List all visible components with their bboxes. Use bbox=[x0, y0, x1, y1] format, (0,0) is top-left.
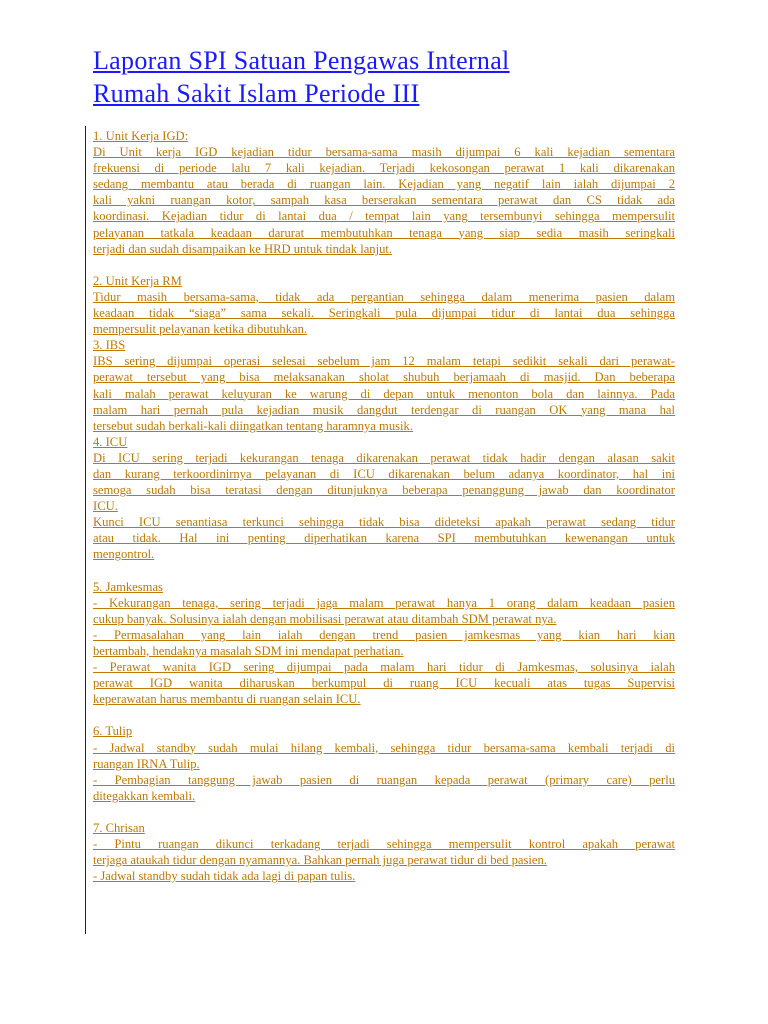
text-line[interactable]: sedang membantu atau berada di ruangan lain. Kejadian yang negatif lain ialah dijumpai 2 bbox=[93, 177, 675, 192]
text-line[interactable]: 7. Chrisan bbox=[93, 821, 145, 836]
text-line[interactable]: 1. Unit Kerja IGD: bbox=[93, 129, 189, 143]
text-line[interactable]: IBS sering dijumpai operasi selesai sebelum jam 12 malam tetapi sedikit sekali dari perawat- bbox=[93, 354, 675, 369]
title-line-1[interactable]: Laporan SPI Satuan Pengawas Internal bbox=[93, 46, 510, 75]
text-line[interactable]: malam hari pernah pula kejadian musik dangdut terdengar di ruangan OK yang mana hal bbox=[93, 402, 675, 417]
text-line[interactable]: - Pintu ruangan dikunci terkadang terjadi sehingga mempersulit kontrol apakah perawat bbox=[93, 837, 675, 852]
text-line[interactable]: 5. Jamkesmas bbox=[93, 579, 163, 594]
text-line[interactable]: Kunci ICU senantiasa terkunci sehingga tidak bisa dideteksi apakah perawat sedang tidur bbox=[93, 515, 675, 530]
text-line[interactable]: mengontrol. bbox=[93, 547, 155, 562]
text-line[interactable]: keadaan tidak “siaga” sama sekali. Seringkali pula dijumpai tidur di lantai dua sehingga bbox=[93, 306, 675, 321]
text-line[interactable]: Tidur masih bersama-sama, tidak ada pergantian sehingga dalam menerima pasien dalam bbox=[93, 289, 675, 304]
text-line[interactable]: kali malah perawat keluyuran ke warung di depan untuk menonton bola dan lainnya. Pada bbox=[93, 386, 675, 401]
report-body bbox=[93, 128, 675, 884]
text-line[interactable]: perawat tersebut yang bisa melaksanakan sholat shubuh berjamaah di masjid. Dan beberapa bbox=[93, 370, 675, 385]
text-line[interactable]: Di Unit kerja IGD kejadian tidur bersama-sama masih dijumpai 6 kali kejadian sementara bbox=[93, 145, 675, 160]
text-line[interactable]: dan kurang terkoordinirnya pelayanan di ICU dikarenakan belum adanya koordinator, hal ini bbox=[93, 466, 675, 481]
text-line[interactable]: terjadi dan sudah disampaikan ke HRD untuk tindak lanjut. bbox=[93, 241, 393, 256]
text-line[interactable]: pelayanan tatkala keadaan darurat membutuhkan tenaga yang siap sedia masih seringkali bbox=[93, 225, 675, 240]
text-line[interactable]: tersebut sudah berkali-kali diingatkan tentang haramnya musik. bbox=[93, 418, 413, 433]
paragraph-gap bbox=[93, 257, 675, 273]
text-line[interactable]: 6. Tulip bbox=[93, 724, 133, 739]
title-line-2[interactable]: Rumah Sakit Islam Periode III bbox=[93, 79, 420, 108]
text-line[interactable]: mempersulit pelayanan ketika dibutuhkan. bbox=[93, 322, 308, 337]
text-line[interactable]: ICU. bbox=[93, 499, 118, 514]
text-line[interactable]: - Perawat wanita IGD sering dijumpai pada malam hari tidur di Jamkesmas, solusinya ialah bbox=[93, 660, 675, 675]
text-line[interactable]: - Kekurangan tenaga, sering terjadi jaga malam perawat hanya 1 orang dalam keadaan pasien bbox=[93, 595, 675, 610]
text-line[interactable]: frekuensi di periode lalu 7 kali kejadian. Terjadi kekosongan perawat 1 kali dikarenakan bbox=[93, 161, 675, 176]
text-line[interactable]: - Pembagian tanggung jawab pasien di ruangan kepada perawat (primary care) perlu bbox=[93, 772, 675, 787]
text-line[interactable]: ruangan IRNA Tulip. bbox=[93, 756, 200, 771]
text-line[interactable]: - Permasalahan yang lain ialah dengan trend pasien jamkesmas yang kian hari kian bbox=[93, 627, 675, 642]
text-line[interactable]: 3. IBS bbox=[93, 338, 126, 353]
paragraph-gap bbox=[93, 563, 675, 579]
text-line[interactable]: kali yakni ruangan kotor, sampah kasa berserakan sementara perawat dan CS tidak ada bbox=[93, 193, 675, 208]
text-line[interactable]: atau tidak. Hal ini penting diperhatikan karena SPI membutuhkan kewenangan untuk bbox=[93, 531, 675, 546]
text-line[interactable]: 4. ICU bbox=[93, 434, 128, 449]
text-line[interactable]: cukup banyak. Solusinya ialah dengan mobilisasi perawat atau ditambah SDM perawat nya. bbox=[93, 611, 557, 626]
text-line[interactable]: 2. Unit Kerja RM bbox=[93, 273, 182, 288]
document-title[interactable] bbox=[93, 44, 693, 110]
paragraph-gap bbox=[93, 804, 675, 820]
paragraph-gap bbox=[93, 707, 675, 723]
text-line[interactable]: keperawatan harus membantu di ruangan selain ICU. bbox=[93, 692, 361, 707]
text-line[interactable]: perawat IGD wanita diharuskan berkumpul di ruang ICU kecuali atas tugas Supervisi bbox=[93, 676, 675, 691]
text-line[interactable]: - Jadwal standby sudah tidak ada lagi di papan tulis. bbox=[93, 869, 356, 884]
text-line[interactable]: Di ICU sering terjadi kekurangan tenaga dikarenakan perawat tidak hadir dengan alasan sakit bbox=[93, 450, 675, 465]
text-line[interactable]: semoga sudah bisa teratasi dengan ditunjuknya beberapa penanggung jawab dan koordinator bbox=[93, 483, 675, 498]
text-line[interactable]: terjaga ataukah tidur dengan nyamannya. Bahkan pernah juga perawat tidur di bed pasien. bbox=[93, 853, 547, 868]
text-line[interactable]: bertambah, hendaknya masalah SDM ini mendapat perhatian. bbox=[93, 644, 404, 658]
text-line[interactable]: koordinasi. Kejadian tidur di lantai dua / tempat lain yang tersembunyi sehingga mempersulit bbox=[93, 209, 675, 224]
left-margin-rule bbox=[85, 126, 86, 934]
text-line[interactable]: - Jadwal standby sudah mulai hilang kembali, sehingga tidur bersama-sama kembali terjadi di bbox=[93, 740, 675, 755]
text-line[interactable]: ditegakkan kembali. bbox=[93, 788, 196, 803]
